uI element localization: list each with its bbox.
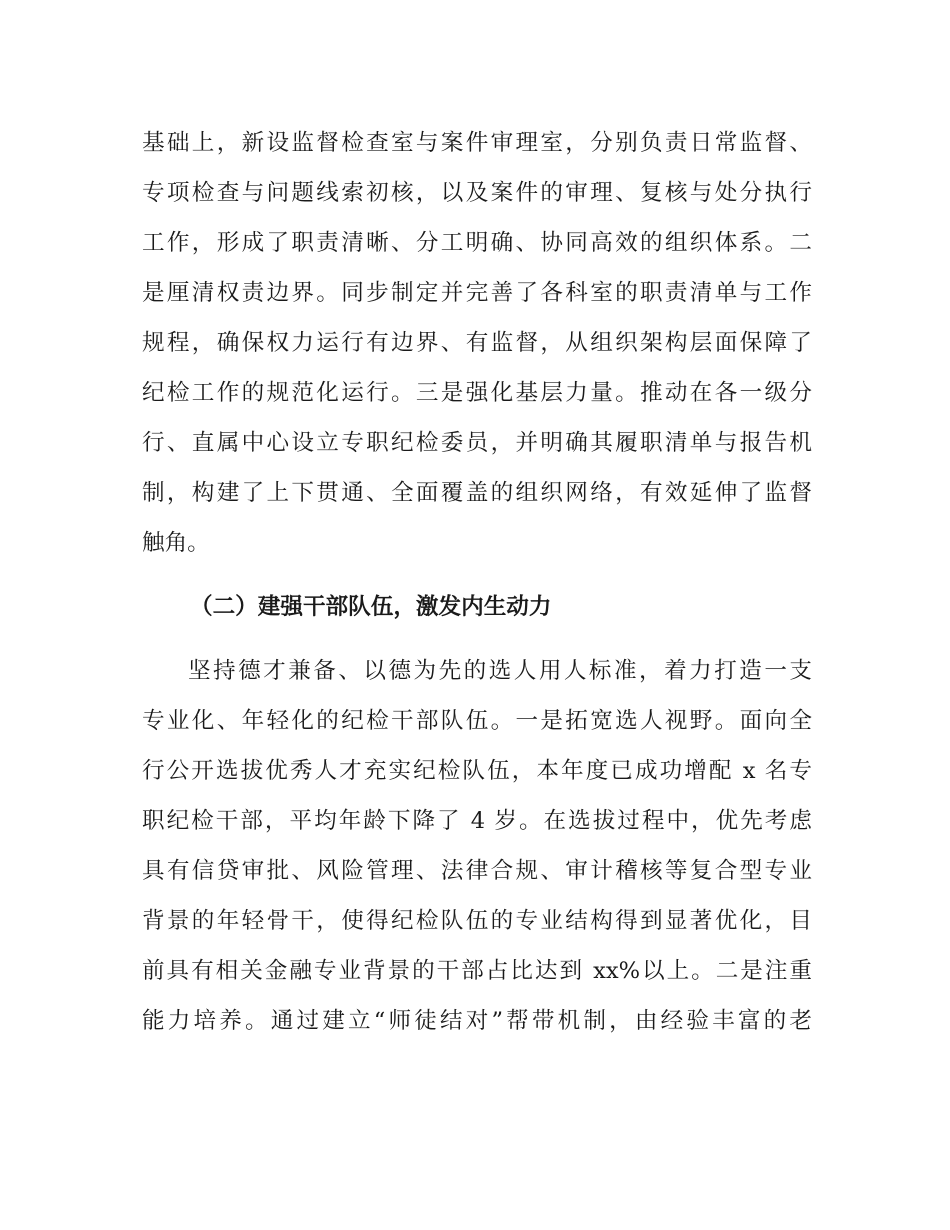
text-line: 专业化、年轻化的纪检干部队伍。一是拓宽选人视野。面向全 [142,708,812,734]
text-line: 基础上，新设监督检查室与案件审理室，分别负责日常监督、 [142,130,812,156]
text-line: 制，构建了上下贯通、全面覆盖的组织网络，有效延伸了监督 [142,480,812,506]
text-line: 触角。 [142,530,210,556]
text-line: 规程，确保权力运行有边界、有监督，从组织架构层面保障了 [142,330,812,356]
text-line: 工作，形成了职责清晰、分工明确、协同高效的组织体系。二 [142,230,812,256]
text-line: 前具有相关金融专业背景的干部占比达到 xx%以上。二是注重 [142,958,812,984]
text-line: 能力培养。通过建立“师徒结对”帮带机制，由经验丰富的老 [142,1008,812,1034]
text-line: 背景的年轻骨干，使得纪检队伍的专业结构得到显著优化，目 [142,908,812,934]
text-line: 专项检查与问题线索初核，以及案件的审理、复核与处分执行 [142,180,812,206]
text-line: 行、直属中心设立专职纪检委员，并明确其履职清单与报告机 [142,430,812,456]
section-heading: （二）建强干部队伍，激发内生动力 [190,594,552,620]
text-line: 具有信贷审批、风险管理、法律合规、审计稽核等复合型专业 [142,858,812,884]
text-line: 坚持德才兼备、以德为先的选人用人标准，着力打造一支 [188,658,812,684]
text-line: 职纪检干部，平均年龄下降了 4 岁。在选拔过程中，优先考虑 [142,808,812,834]
text-line: 纪检工作的规范化运行。三是强化基层力量。推动在各一级分 [142,380,812,406]
text-line: 行公开选拔优秀人才充实纪检队伍，本年度已成功增配 x 名专 [142,758,812,784]
text-line: 是厘清权责边界。同步制定并完善了各科室的职责清单与工作 [142,280,812,306]
